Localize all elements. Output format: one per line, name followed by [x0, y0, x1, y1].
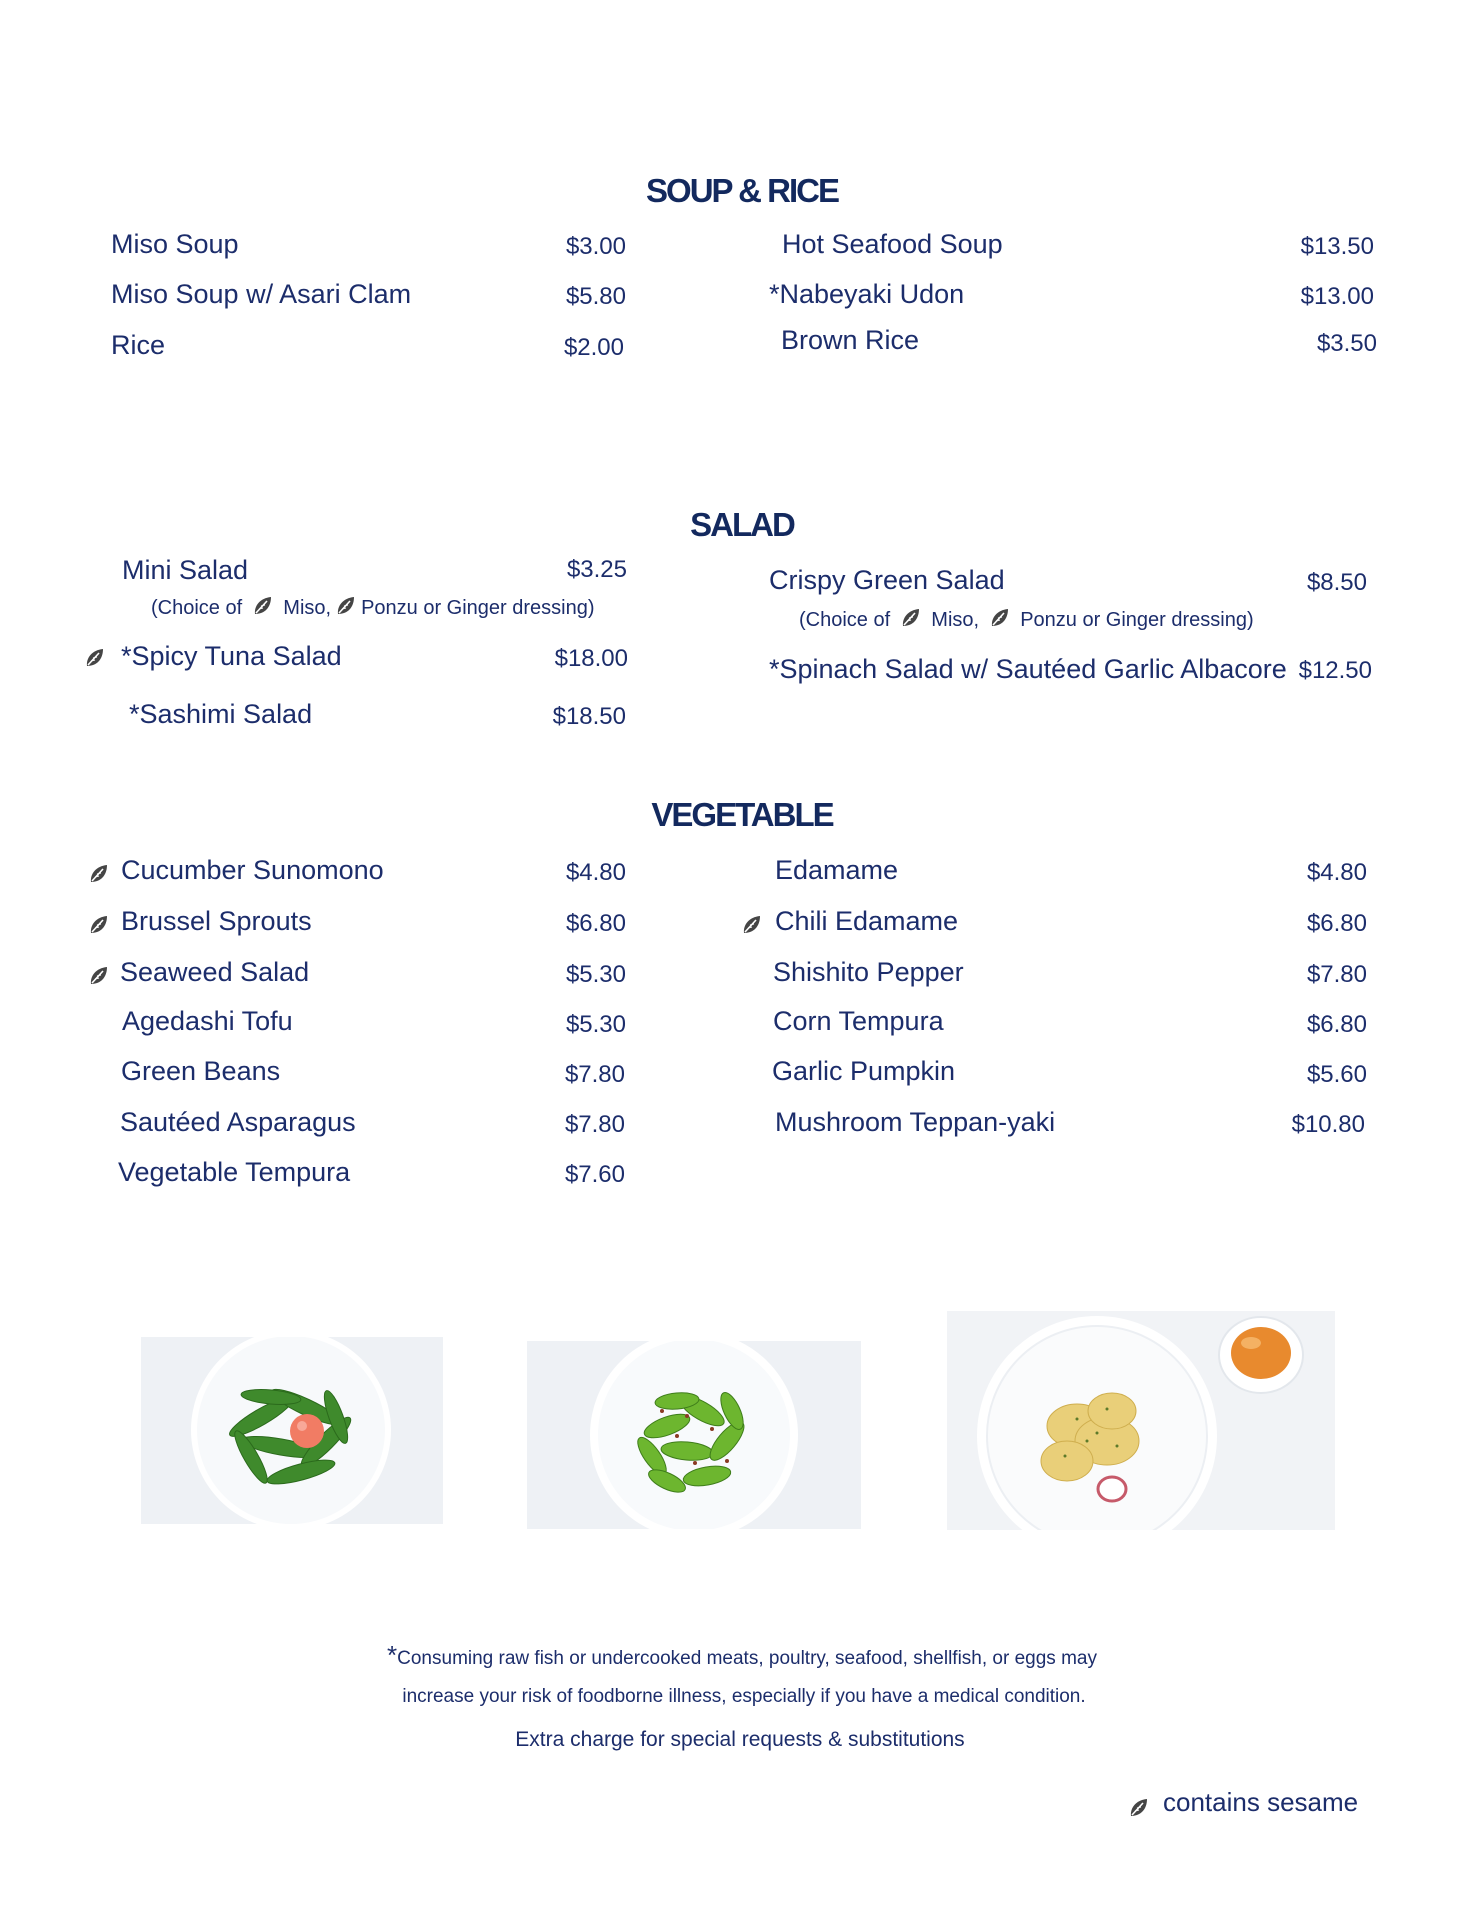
sesame-leaf-icon	[88, 914, 110, 936]
section-title-salad: SALAD	[690, 506, 794, 543]
menu-item-name: Brown Rice	[781, 325, 920, 355]
menu-item-name: Miso Soup	[111, 229, 239, 259]
sesame-leaf-icon	[900, 607, 922, 629]
extra-charge-note: Extra charge for special requests & substitutions	[515, 1728, 965, 1751]
menu-item-price: $7.60	[564, 1161, 625, 1188]
sesame-leaf-icon	[335, 595, 357, 617]
menu-item-price: $7.80	[564, 1111, 625, 1138]
menu-item-price: $3.25	[566, 556, 627, 583]
menu-item-price: $2.00	[563, 334, 624, 361]
menu-item-price: $3.50	[1316, 330, 1377, 357]
menu-item-price: $8.50	[1306, 569, 1367, 596]
menu-item-price: $5.60	[1306, 1061, 1367, 1088]
menu-item-name: Corn Tempura	[773, 1006, 944, 1036]
menu-item-name: *Sashimi Salad	[129, 699, 313, 729]
menu-item-price: $6.80	[565, 910, 626, 937]
menu-item-name: Brussel Sprouts	[121, 906, 312, 936]
menu-item-name: *Spinach Salad w/ Sautéed Garlic Albacore	[769, 654, 1287, 684]
dressing-option-other: Ponzu or Ginger dressing)	[361, 597, 595, 619]
menu-item-name: Vegetable Tempura	[118, 1157, 351, 1187]
menu-item-price: $6.80	[1306, 910, 1367, 937]
dressing-option-miso: Miso,	[283, 597, 332, 619]
menu-item-price: $13.00	[1300, 283, 1374, 310]
warning-text: Consuming raw fish or undercooked meats, poultry, seafood, shellfish, or eggs may	[397, 1648, 1097, 1669]
menu-item-price: $4.80	[565, 859, 626, 886]
menu-item-price: $4.80	[1306, 859, 1367, 886]
menu-item-name: Sautéed Asparagus	[120, 1107, 356, 1137]
menu-item-price: $18.50	[552, 703, 626, 730]
menu-item-price: $13.50	[1300, 233, 1374, 260]
warning-asterisk: *	[387, 1640, 398, 1670]
menu-item-name: *Nabeyaki Udon	[769, 279, 965, 309]
sesame-leaf-icon	[989, 607, 1011, 629]
menu-item-name: Agedashi Tofu	[122, 1006, 293, 1036]
menu-item-name: Hot Seafood Soup	[782, 229, 1003, 259]
menu-item-name: Chili Edamame	[775, 906, 959, 936]
menu-item-name: Miso Soup w/ Asari Clam	[111, 279, 412, 309]
sesame-leaf-icon	[741, 914, 763, 936]
menu-item-name: *Spicy Tuna Salad	[121, 641, 342, 671]
menu-item-price: $5.30	[565, 961, 626, 988]
section-title-soup-rice: SOUP & RICE	[646, 172, 838, 209]
raw-food-warning-line-2: increase your risk of foodborne illness, especially if you have a medical condition.	[402, 1686, 1086, 1707]
menu-item-name: Rice	[111, 330, 166, 360]
sesame-leaf-icon	[252, 595, 274, 617]
menu-item-price: $18.00	[554, 645, 628, 672]
tempura-plate-photo	[947, 1311, 1335, 1530]
sesame-leaf-icon	[84, 647, 106, 669]
section-title-vegetable: VEGETABLE	[651, 796, 833, 833]
menu-item-name: Crispy Green Salad	[769, 565, 1005, 595]
chili-edamame-photo	[527, 1341, 861, 1529]
sesame-leaf-icon	[1128, 1797, 1150, 1819]
dressing-note-prefix: (Choice of	[151, 597, 243, 619]
menu-item-price: $5.30	[565, 1011, 626, 1038]
menu-item-name: Mushroom Teppan-yaki	[775, 1107, 1056, 1137]
menu-item-name: Mini Salad	[122, 555, 249, 585]
menu-item-price: $5.80	[565, 283, 626, 310]
dressing-note	[799, 604, 1254, 632]
menu-item-price: $12.50	[1298, 657, 1372, 684]
menu-item-name: Cucumber Sunomono	[121, 855, 384, 885]
sesame-leaf-icon	[88, 863, 110, 885]
menu-item-price: $7.80	[1306, 961, 1367, 988]
dressing-note	[151, 592, 595, 620]
sesame-legend: contains sesame	[1163, 1787, 1359, 1817]
dressing-option-miso: Miso,	[931, 609, 980, 631]
menu-item-price: $6.80	[1306, 1011, 1367, 1038]
menu-item-name: Shishito Pepper	[773, 957, 964, 987]
menu-item-name: Green Beans	[121, 1056, 281, 1086]
menu-item-name: Seaweed Salad	[120, 957, 310, 987]
menu-item-name: Edamame	[775, 855, 899, 885]
dressing-option-other: Ponzu or Ginger dressing)	[1020, 609, 1254, 631]
green-beans-photo	[141, 1337, 443, 1524]
menu-item-price: $7.80	[564, 1061, 625, 1088]
sesame-leaf-icon	[88, 965, 110, 987]
raw-food-warning-line-1	[0, 1640, 1484, 1671]
menu-item-name: Garlic Pumpkin	[772, 1056, 956, 1086]
dressing-note-prefix: (Choice of	[799, 609, 891, 631]
menu-item-price: $3.00	[565, 233, 626, 260]
menu-item-price: $10.80	[1291, 1111, 1365, 1138]
